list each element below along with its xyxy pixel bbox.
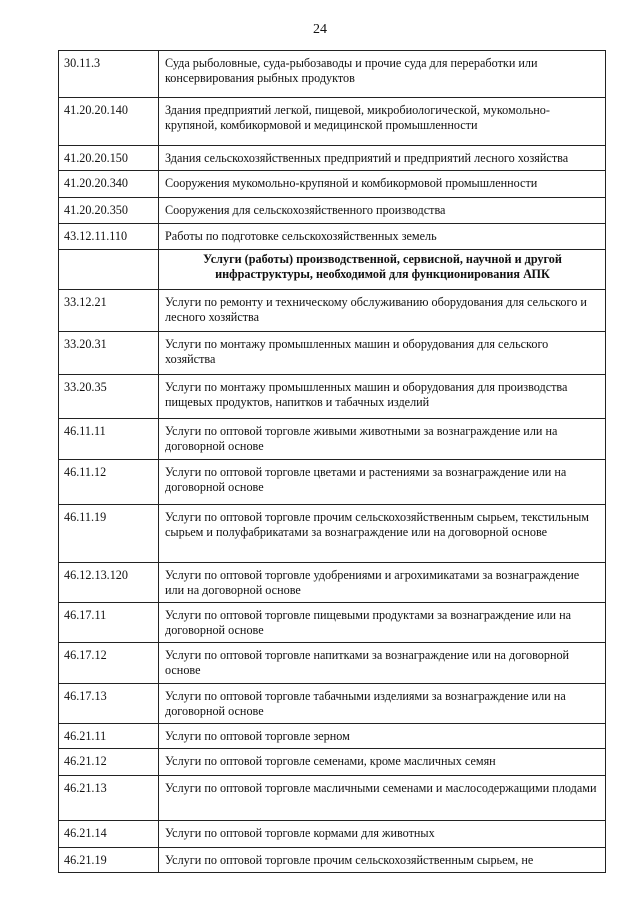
table-row [59,332,606,375]
table-row [59,821,606,848]
table-row [59,98,606,146]
table-row [59,171,606,198]
table-row [59,749,606,776]
code-cell: 33.20.31 [59,332,159,375]
code-cell: 41.20.20.150 [59,146,159,171]
code-cell: 33.12.21 [59,290,159,332]
description-cell: Услуги по оптовой торговле пищевыми продуктами за вознаграждение или на договорной основе [159,603,606,643]
code-cell: 46.12.13.120 [59,563,159,603]
table-row [59,146,606,171]
description-cell: Работы по подготовке сельскохозяйственных земель [159,224,606,250]
description-cell: Услуги по оптовой торговле цветами и растениями за вознаграждение или на договорной основе [159,460,606,505]
description-cell: Суда рыболовные, суда-рыбозаводы и прочие суда для переработки или консервирования рыбных продуктов [159,51,606,98]
description-cell: Услуги по оптовой торговле прочим сельскохозяйственным сырьем, текстильным сырьем и полуфабрикатами за вознаграждение или на договорной основе [159,505,606,563]
description-cell: Здания предприятий легкой, пищевой, микробиологической, мукомольно-крупяной, комбикормовой и медицинской промышленности [159,98,606,146]
table-row [59,224,606,250]
table-row [59,563,606,603]
description-cell: Услуги по оптовой торговле зерном [159,724,606,749]
code-cell: 46.11.19 [59,505,159,563]
table-row [59,848,606,873]
description-cell: Услуги по оптовой торговле напитками за вознаграждение или на договорной основе [159,643,606,684]
table-row [59,51,606,98]
table-row [59,460,606,505]
page-number: 24 [313,22,327,37]
table-row [59,776,606,821]
table-row [59,290,606,332]
description-cell: Услуги по ремонту и техническому обслуживанию оборудования для сельского и лесного хозяйства [159,290,606,332]
code-cell: 43.12.11.110 [59,224,159,250]
table-row [59,419,606,460]
description-cell: Услуги по оптовой торговле табачными изделиями за вознаграждение или на договорной основе [159,684,606,724]
table-row [59,505,606,563]
table-row [59,724,606,749]
description-cell: Сооружения мукомольно-крупяной и комбикормовой промышленности [159,171,606,198]
table-row [59,198,606,224]
section-header-row [59,250,606,290]
classifier-table [58,50,606,873]
code-cell: 30.11.3 [59,51,159,98]
description-cell: Здания сельскохозяйственных предприятий и предприятий лесного хозяйства [159,146,606,171]
code-cell: 41.20.20.350 [59,198,159,224]
table-row [59,643,606,684]
code-cell: 46.21.13 [59,776,159,821]
description-cell: Услуги по оптовой торговле живыми животными за вознаграждение или на договорной основе [159,419,606,460]
code-cell: 46.11.12 [59,460,159,505]
code-cell: 46.17.11 [59,603,159,643]
table-row [59,684,606,724]
code-cell: 46.21.12 [59,749,159,776]
code-cell: 46.21.14 [59,821,159,848]
description-cell: Сооружения для сельскохозяйственного производства [159,198,606,224]
description-cell: Услуги по оптовой торговле удобрениями и агрохимикатами за вознаграждение или на договорной основе [159,563,606,603]
table-row [59,603,606,643]
section-heading: Услуги (работы) производственной, сервисной, научной и другой инфраструктуры, необходимой для функционирования АПК [159,250,606,290]
code-cell: 41.20.20.340 [59,171,159,198]
code-cell: 33.20.35 [59,375,159,419]
description-cell: Услуги по монтажу промышленных машин и оборудования для сельского хозяйства [159,332,606,375]
table-row [59,375,606,419]
code-cell: 46.21.19 [59,848,159,873]
code-cell: 46.11.11 [59,419,159,460]
code-cell: 46.17.13 [59,684,159,724]
description-cell: Услуги по монтажу промышленных машин и оборудования для производства пищевых продуктов, напитков и табачных изделий [159,375,606,419]
description-cell: Услуги по оптовой торговле масличными семенами и маслосодержащими плодами [159,776,606,821]
description-cell: Услуги по оптовой торговле семенами, кроме масличных семян [159,749,606,776]
description-cell: Услуги по оптовой торговле кормами для животных [159,821,606,848]
code-cell [59,250,159,290]
code-cell: 46.21.11 [59,724,159,749]
code-cell: 46.17.12 [59,643,159,684]
description-cell: Услуги по оптовой торговле прочим сельскохозяйственным сырьем, не [159,848,606,873]
code-cell: 41.20.20.140 [59,98,159,146]
